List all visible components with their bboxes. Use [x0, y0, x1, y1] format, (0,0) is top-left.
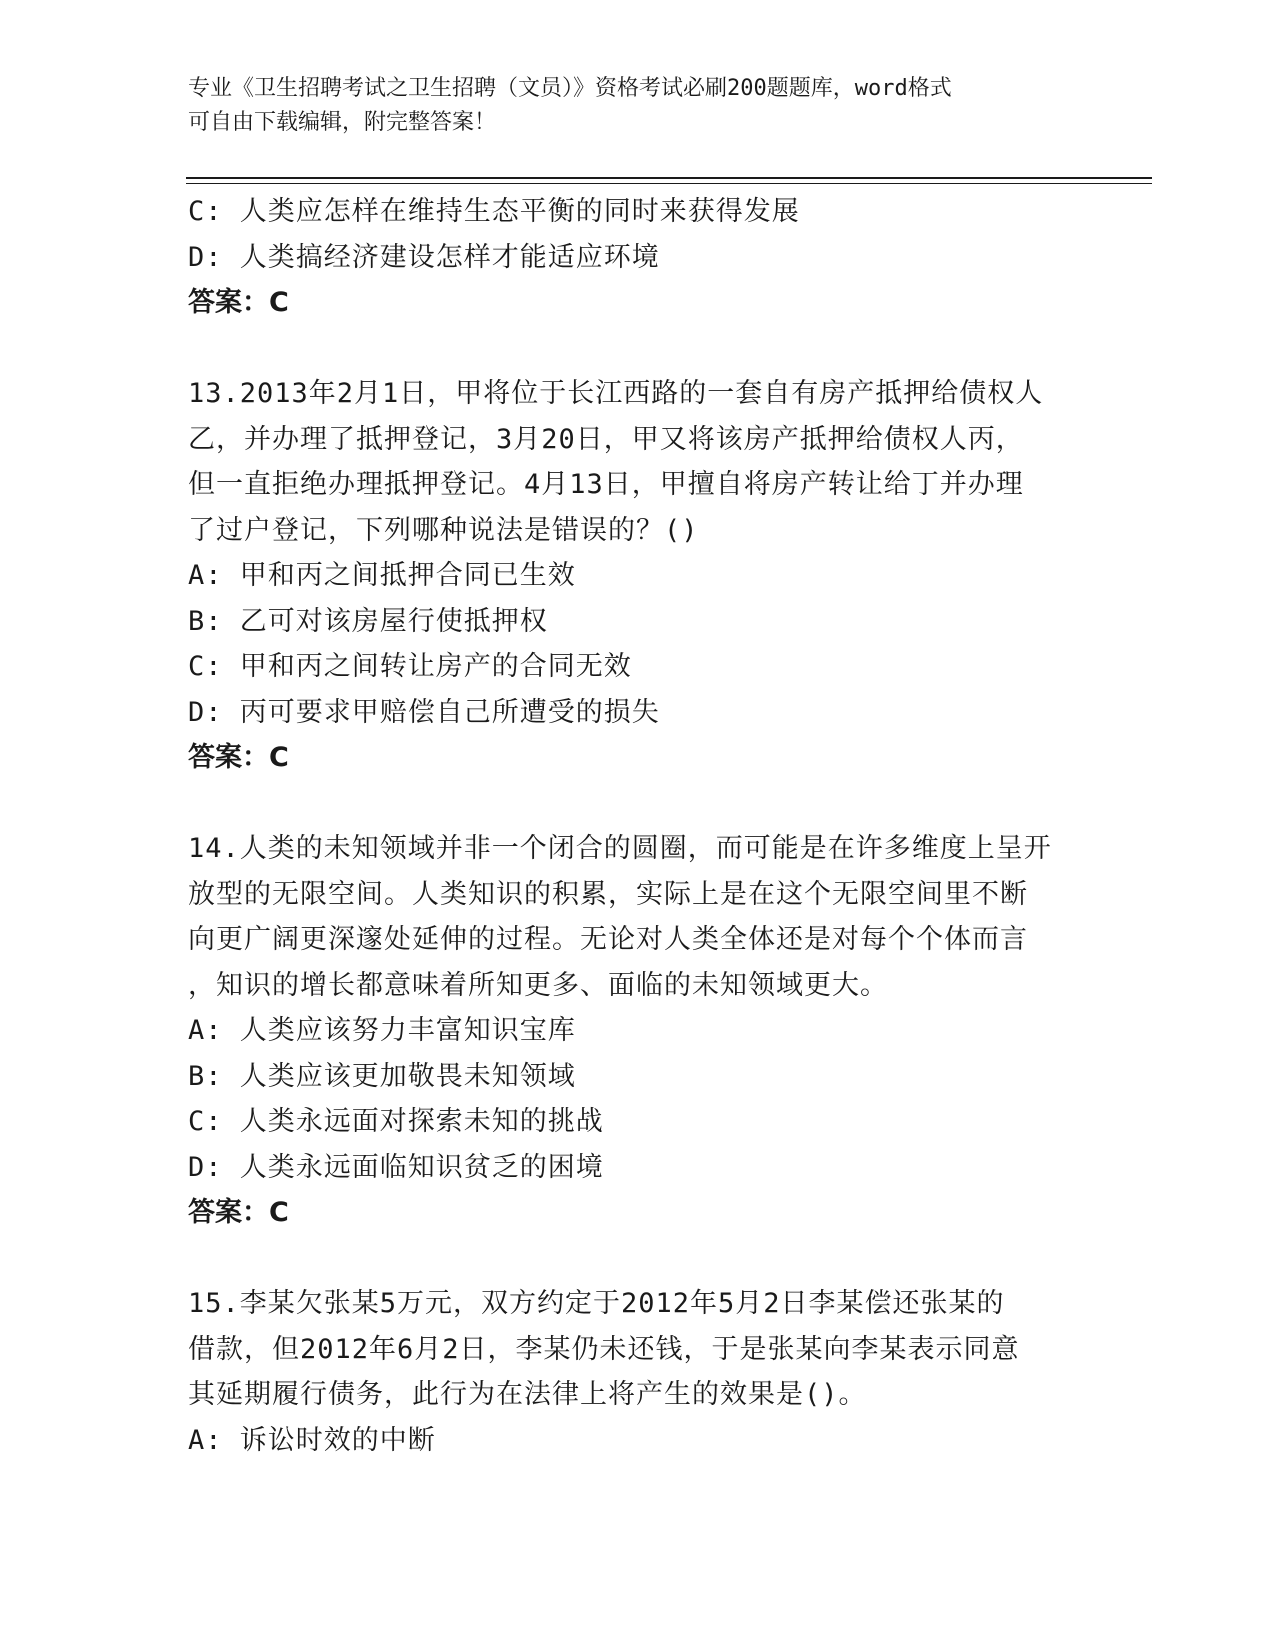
header-divider-thin — [186, 183, 1152, 184]
question-text-line: 放型的无限空间。人类知识的积累，实际上是在这个无限空间里不断 — [188, 878, 1028, 910]
answer-line: 答案：C — [188, 1197, 289, 1228]
question-text-line: ，知识的增长都意味着所知更多、面临的未知领域更大。 — [188, 969, 888, 1001]
option-d: D: 人类永远面临知识贫乏的困境 — [188, 1151, 604, 1183]
question-text-line: 借款，但2012年6月2日，李某仍未还钱，于是张某向李某表示同意 — [188, 1333, 1020, 1365]
question-text-line: 了过户登记，下列哪种说法是错误的？() — [188, 514, 699, 546]
question-text-line: 13.2013年2月1日，甲将位于长江西路的一套自有房产抵押给债权人 — [188, 378, 1044, 409]
spacer — [188, 1236, 1108, 1282]
option-c: C: 甲和丙之间转让房产的合同无效 — [188, 651, 632, 682]
question-14 — [188, 826, 1108, 1236]
header-title-line-2: 可自由下载编辑，附完整答案！ — [188, 110, 497, 135]
question-text-line: 其延期履行债务，此行为在法律上将产生的效果是()。 — [188, 1379, 867, 1410]
option-c: C: 人类永远面对探索未知的挑战 — [188, 1106, 604, 1137]
question-13 — [188, 371, 1108, 781]
option-c: C: 人类应怎样在维持生态平衡的同时来获得发展 — [188, 196, 800, 227]
question-text-line: 向更广阔更深邃处延伸的过程。无论对人类全体还是对每个个体而言 — [188, 924, 1028, 955]
question-text-line: 14.人类的未知领域并非一个闭合的圆圈，而可能是在许多维度上呈开 — [188, 833, 1052, 864]
answer-line: 答案：C — [188, 287, 289, 318]
option-d: D: 人类搞经济建设怎样才能适应环境 — [188, 241, 660, 273]
option-b: B: 乙可对该房屋行使抵押权 — [188, 605, 548, 637]
document-body — [188, 189, 1108, 1463]
option-b: B: 人类应该更加敬畏未知领域 — [188, 1060, 576, 1092]
question-15 — [188, 1281, 1108, 1463]
spacer — [188, 326, 1108, 372]
option-d: D: 丙可要求甲赔偿自己所遭受的损失 — [188, 696, 660, 728]
header-divider-thick — [186, 177, 1152, 179]
question-text-line: 乙，并办理了抵押登记，3月20日，甲又将该房产抵押给债权人丙， — [188, 423, 1024, 455]
header-title-line-1: 专业《卫生招聘考试之卫生招聘（文员）》资格考试必刷200题题库，word格式 — [188, 76, 952, 101]
spacer — [188, 781, 1108, 827]
question-fragment-12 — [188, 189, 1108, 326]
option-a: A: 诉讼时效的中断 — [188, 1424, 436, 1456]
document-header — [188, 72, 1088, 140]
question-text-line: 15.李某欠张某5万元，双方约定于2012年5月2日李某偿还张某的 — [188, 1288, 1005, 1319]
option-a: A: 人类应该努力丰富知识宝库 — [188, 1015, 576, 1046]
question-text-line: 但一直拒绝办理抵押登记。4月13日，甲擅自将房产转让给丁并办理 — [188, 469, 1024, 500]
option-a: A: 甲和丙之间抵押合同已生效 — [188, 560, 576, 591]
answer-line: 答案：C — [188, 742, 289, 773]
